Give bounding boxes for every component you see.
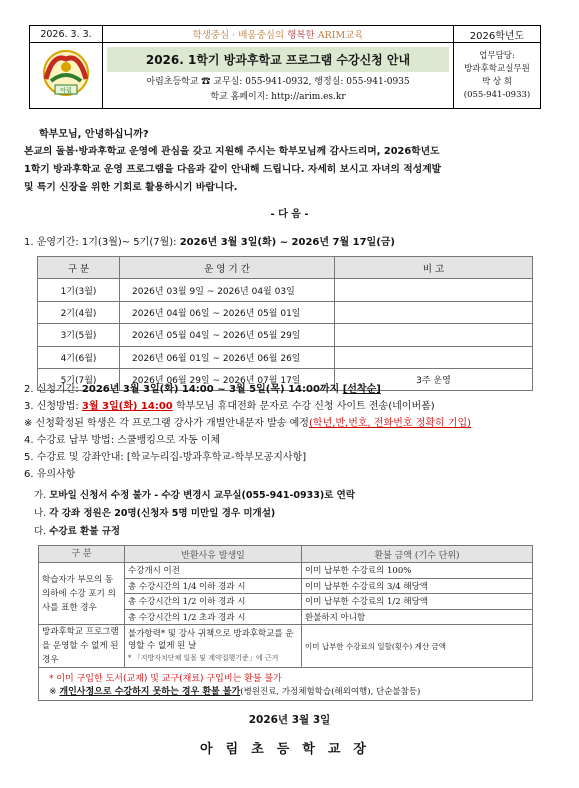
table-row: 4기(6월) 2026년 06월 01일 ~ 2026년 06월 26일	[38, 346, 533, 368]
school-logo	[30, 43, 103, 109]
footnote-personal: ※ 개인사정으로 수강하지 못하는 경우 환불 불가(병원진료, 가정체험학습(해외여행), 단순불참등)	[49, 687, 421, 697]
table-row: 방과후학교 프로그램을 운영할 수 없게 된 경우 불가항력* 및 강사 귀책으로 방과후학교를 운영할 수 없게 된 날 * 「지방자치단체 일몰 및 계약집행기준」에 근거 이미 납부한 수강료의 일할(횟수) 계산 금액	[39, 625, 533, 668]
school-homepage: 학교 홈페이지: http://arim.es.kr	[210, 91, 346, 102]
school-signature: 아림초등학교장	[200, 742, 379, 757]
item-precautions: 6. 유의사항	[24, 469, 76, 480]
refund-table	[38, 545, 533, 701]
issue-date: 2026. 3. 3.	[30, 26, 103, 43]
item-confirmation-note: ※ 신청확정된 학생은 각 프로그램 강사가 개별안내문자 발송 예정(학년,반,번호, 전화번호 정확히 기입)	[24, 418, 472, 429]
table-row: 3기(5월) 2026년 05월 04일 ~ 2026년 05월 29일	[38, 324, 533, 346]
refund-table-header: 반환사유 발생일	[125, 546, 302, 563]
table-row: 총 수강시간의 1/4 이하 경과 시 이미 납부한 수강료의 3/4 해당액	[39, 578, 533, 594]
item-application-period: 2. 신청기간: 2026년 3월 3일(화) 14:00 ~ 3월 5일(목) 14:00까지 [선착순]	[24, 384, 381, 395]
table-row: 2기(4월) 2026년 04월 06일 ~ 2026년 05월 01일	[38, 301, 533, 323]
contact-box: 업무담당: 방과후학교실무원 박 상 희 (055-941-0933)	[454, 43, 541, 109]
period-table	[37, 256, 533, 391]
table-row: 총 수강시간의 1/2 초과 경과 시 환불하지 아니함	[39, 609, 533, 625]
table-row: 5기(7월) 2026년 06월 29일 ~ 2026년 07월 17일 3주 운영	[38, 368, 533, 390]
letterhead	[29, 25, 541, 109]
note-na: 나. 각 강좌 정원은 20명(신청자 5명 미만일 경우 미개설)	[34, 508, 276, 519]
period-table-header: 구 분	[38, 257, 120, 279]
school-slogan: 학생중심 · 배움중심의 행복한 ARIM교육	[103, 26, 454, 43]
svg-text:아림: 아림	[60, 87, 72, 95]
note-ga: 가. 모바일 신청서 수정 불가 - 수강 변경시 교무실(055-941-0933)로 연락	[34, 490, 356, 501]
notice-title: 2026. 1학기 방과후학교 프로그램 수강신청 안내	[107, 47, 449, 72]
refund-table-header: 구 분	[39, 546, 125, 563]
item-application-method: 3. 신청방법: 3월 3일(화) 14:00 학부모님 휴대전화 문자로 수강 신청 사이트 전송(네이버폼)	[24, 401, 435, 412]
greeting: 학부모님, 안녕하십니까?	[39, 129, 149, 140]
item-course-info: 5. 수강료 및 강좌안내: [학교누리집-방과후학교-학부모공지사항]	[24, 452, 307, 463]
note-da: 다. 수강료 환불 규정	[34, 526, 121, 537]
refund-table-header: 환불 금액 (기수 단위)	[302, 546, 533, 563]
table-row: 1기(3월) 2026년 03월 9일 ~ 2026년 04월 03일	[38, 279, 533, 301]
refund-situation-2: 방과후학교 프로그램을 운영할 수 없게 된 경우	[39, 625, 125, 668]
school-phone-line: 아림초등학교 ☎ 교무실: 055-941-0932, 행정실: 055-941-0935	[146, 76, 410, 87]
item-operating-period: 1. 운영기간: 1기(3월)~ 5기(7월): 2026년 3월 3일(화) ~ 2026년 7월 17일(금)	[24, 237, 396, 248]
intro-line-3: 및 특기 신장을 위한 기회로 활용하시기 바랍니다.	[24, 182, 238, 193]
school-emblem-icon	[33, 45, 99, 103]
period-table-header: 비 고	[335, 257, 533, 279]
refund-footnotes	[39, 668, 533, 701]
section-heading: - 다 음 -	[270, 209, 309, 220]
table-row: 총 수강시간의 1/2 이하 경과 시 이미 납부한 수강료의 1/2 해당액	[39, 594, 533, 610]
item-payment-method: 4. 수강료 납부 방법: 스쿨뱅킹으로 자동 이체	[24, 435, 221, 446]
school-year: 2026학년도	[454, 26, 541, 43]
intro-line-2: 1학기 방과후학교 운영 프로그램을 다음과 같이 안내해 드립니다. 자세히 보시고 자녀의 적성계발	[24, 164, 442, 175]
footnote-materials: * 이미 구입한 도서(교재) 및 교구(재료) 구입비는 환불 불가	[49, 674, 282, 684]
closing-date: 2026년 3월 3일	[248, 714, 331, 726]
refund-situation-1: 학습자가 부모의 동의하에 수강 포기 의사를 표한 경우	[39, 563, 125, 625]
period-table-header: 운 영 기 간	[120, 257, 335, 279]
intro-line-1: 본교의 돌봄·방과후학교 운영에 관심을 갖고 지원해 주시는 학부모님께 감사드리며, 2026학년도	[24, 146, 440, 157]
table-row: 학습자가 부모의 동의하에 수강 포기 의사를 표한 경우 수강개시 이전 이미 납부한 수강료의 100%	[39, 563, 533, 579]
